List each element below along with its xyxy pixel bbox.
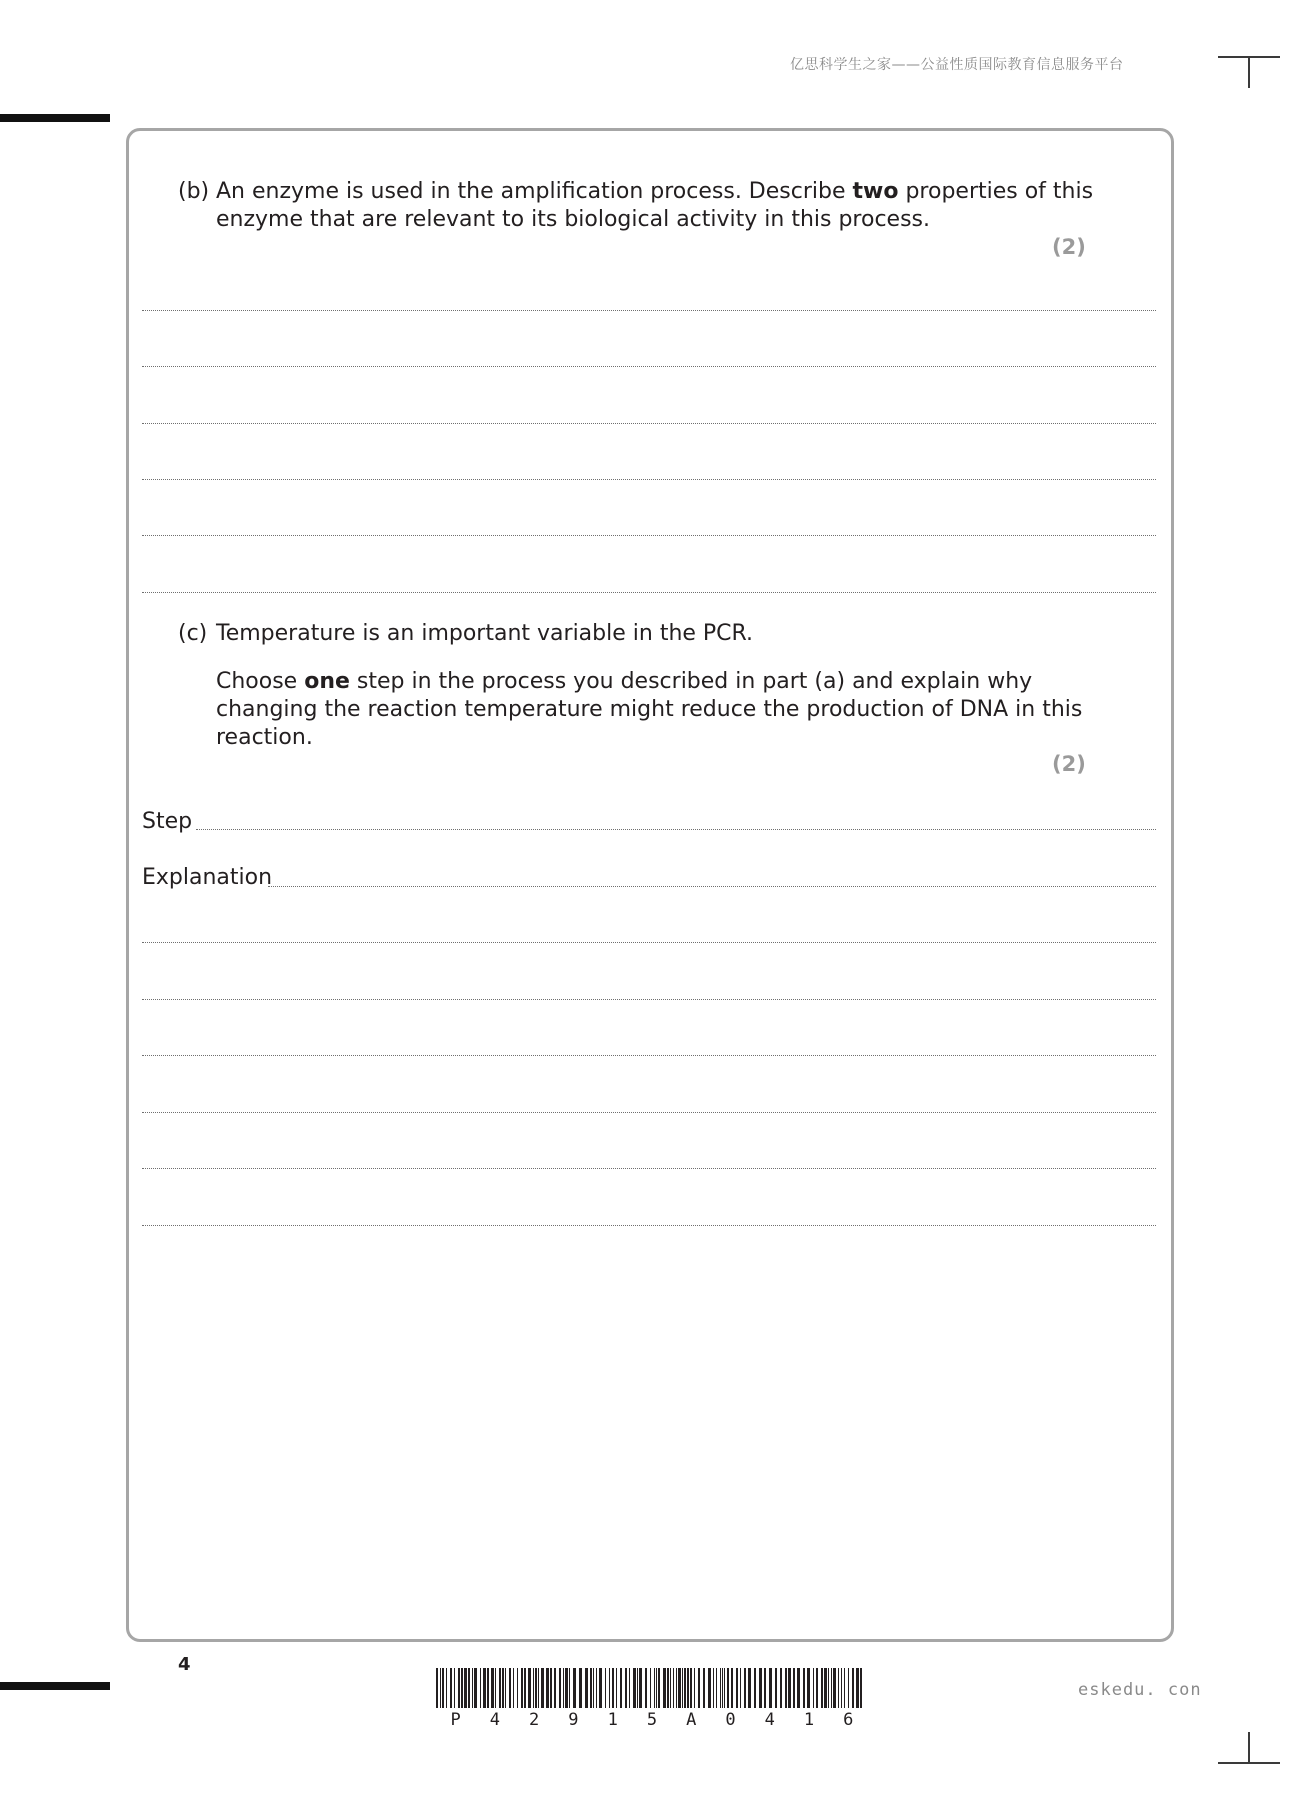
barcode-bar [565,1668,568,1708]
barcode-bar [694,1668,695,1708]
barcode-bar [538,1668,539,1708]
barcode-bar [803,1668,805,1708]
barcode-bar [793,1668,795,1708]
barcode-bar [785,1668,787,1708]
barcode-bar [848,1668,849,1708]
barcode-char: P [450,1710,461,1730]
explanation-answer-line-6[interactable] [142,1168,1156,1169]
barcode-bar [676,1668,677,1708]
barcode-bar [616,1668,617,1708]
barcode-bar [831,1668,832,1708]
barcode-bar [654,1668,655,1708]
barcode-bar [550,1668,552,1708]
part-c-question-line1: Temperature is an important variable in the PCR. [216,621,754,646]
barcode-bar [645,1668,647,1708]
barcode-bar [713,1668,714,1708]
barcode-bar [744,1668,746,1708]
barcode-bar [458,1668,460,1708]
barcode-bar [446,1668,447,1708]
margin-bar-bottom [0,1682,110,1690]
barcode-bar [590,1668,592,1708]
barcode-bar [841,1668,842,1708]
barcode-bar [513,1668,514,1708]
barcode-bar [487,1668,489,1708]
part-c-question-line2 [216,668,1032,696]
barcode-bar [521,1668,523,1708]
part-c-question-line3: changing the reaction temperature might reduce the production of DNA in this [216,697,1083,722]
barcode-bar [727,1668,729,1708]
barcode-bar [856,1668,859,1708]
barcode-bar [502,1668,504,1708]
barcode-bar [468,1668,470,1708]
barcode-bar [724,1668,725,1708]
barcode-bar [797,1668,800,1708]
part-c-marks: (2) [1052,752,1086,776]
barcode-bar [517,1668,518,1708]
barcode-char: 9 [568,1710,579,1730]
barcode-bar [563,1668,564,1708]
crop-mark-top-right-v [1248,56,1250,88]
barcode-bar [670,1668,671,1708]
barcode-bar [573,1668,576,1708]
barcode-char: 5 [646,1710,658,1730]
barcode-bar [736,1668,738,1708]
barcode-bar [684,1668,686,1708]
step-label: Step [142,809,193,834]
barcode-text [436,1710,868,1730]
barcode-bar [625,1668,627,1708]
part-b-question-line1 [216,178,1093,206]
barcode-bar [650,1668,651,1708]
part-c-text-pre: Choose [216,669,305,694]
barcode-bar [524,1668,526,1708]
barcode-bar [579,1668,582,1708]
part-b-answer-line-6[interactable] [142,592,1156,593]
barcode-char: 6 [843,1710,854,1730]
barcode-char: 4 [489,1710,501,1730]
barcode [436,1668,868,1708]
barcode-bar [788,1668,791,1708]
barcode-bar [472,1668,473,1708]
barcode-bar [454,1668,455,1708]
barcode-bar [764,1668,766,1708]
barcode-bar [860,1668,862,1708]
barcode-bar [559,1668,561,1708]
barcode-bar [658,1668,660,1708]
barcode-bar [828,1668,829,1708]
barcode-bar [629,1668,630,1708]
barcode-bar [824,1668,827,1708]
barcode-char: 1 [803,1710,815,1730]
explanation-answer-line-5[interactable] [142,1112,1156,1113]
barcode-bar [769,1668,772,1708]
barcode-bar [609,1668,610,1708]
barcode-char: 1 [607,1710,618,1730]
barcode-bar [731,1668,733,1708]
barcode-bar [667,1668,669,1708]
barcode-bar [748,1668,751,1708]
step-answer-line[interactable] [196,829,1156,830]
barcode-bar [593,1668,594,1708]
barcode-bar [491,1668,494,1708]
footer-site-text: eskedu. con [1078,1680,1202,1700]
barcode-bar [499,1668,501,1708]
barcode-bar [678,1668,681,1708]
barcode-bar [509,1668,511,1708]
part-b-question-line2: enzyme that are relevant to its biological activity in this process. [216,207,931,232]
explanation-label: Explanation [142,865,273,890]
barcode-bar [450,1668,452,1708]
barcode-bar [483,1668,486,1708]
barcode-bar [541,1668,544,1708]
barcode-bar [663,1668,666,1708]
part-b-text-pre: An enzyme is used in the amplification process. Describe [216,179,853,204]
barcode-bar [759,1668,762,1708]
part-b-answer-line-4[interactable] [142,479,1156,480]
part-b-text-post: properties of this [898,179,1094,204]
barcode-bar [852,1668,854,1708]
barcode-bar [436,1668,438,1708]
barcode-bar [656,1668,657,1708]
barcode-bar [754,1668,756,1708]
part-c-text-bold: one [304,669,350,694]
barcode-bar [720,1668,721,1708]
barcode-bar [599,1668,602,1708]
header-site-text: 亿思科学生之家——公益性质国际教育信息服务平台 [790,57,1124,73]
barcode-bar [673,1668,674,1708]
barcode-bar [474,1668,477,1708]
barcode-bar [639,1668,642,1708]
barcode-bar [495,1668,496,1708]
barcode-bar [722,1668,723,1708]
barcode-bar [620,1668,622,1708]
barcode-char: A [686,1710,697,1730]
answer-frame [126,128,1174,1642]
barcode-bar [740,1668,741,1708]
part-c-text-post: step in the process you described in part (a) and explain why [349,669,1033,694]
barcode-bar [807,1668,810,1708]
part-b-answer-line-5[interactable] [142,535,1156,536]
barcode-bar [816,1668,818,1708]
barcode-bar [464,1668,467,1708]
barcode-bar [780,1668,782,1708]
part-c-question-line4: reaction. [216,725,313,750]
barcode-bar [833,1668,836,1708]
explanation-answer-line-7[interactable] [142,1225,1156,1226]
barcode-bar [440,1668,441,1708]
barcode-bar [775,1668,777,1708]
part-b-marks: (2) [1052,235,1086,259]
barcode-bar [708,1668,711,1708]
barcode-bar [533,1668,534,1708]
explanation-answer-line-2[interactable] [142,942,1156,943]
barcode-bar [633,1668,636,1708]
barcode-bar [716,1668,717,1708]
barcode-bar [813,1668,814,1708]
part-b-label: (b) [178,179,210,204]
barcode-bar [687,1668,689,1708]
barcode-bar [546,1668,549,1708]
barcode-bar [838,1668,839,1708]
part-b-text-bold: two [852,179,899,204]
part-b-answer-line-1[interactable] [142,310,1156,311]
barcode-char: 2 [529,1710,540,1730]
part-b-answer-line-2[interactable] [142,366,1156,367]
explanation-answer-line-4[interactable] [142,1055,1156,1056]
barcode-bar [461,1668,463,1708]
explanation-answer-line-1[interactable] [268,886,1156,887]
barcode-bar [821,1668,823,1708]
part-b-answer-line-3[interactable] [142,423,1156,424]
barcode-bar [585,1668,588,1708]
barcode-char: 4 [764,1710,775,1730]
barcode-bar [682,1668,683,1708]
barcode-bar [596,1668,597,1708]
page-number: 4 [178,1654,191,1675]
barcode-bar [637,1668,638,1708]
margin-bar-top [0,114,110,122]
barcode-bar [569,1668,570,1708]
part-c-label: (c) [178,621,208,646]
barcode-bar [480,1668,481,1708]
barcode-bar [554,1668,556,1708]
crop-mark-bottom-right-h [1218,1762,1280,1764]
barcode-bar [442,1668,444,1708]
barcode-bar [612,1668,614,1708]
barcode-bar [844,1668,845,1708]
barcode-bar [605,1668,606,1708]
barcode-bar [690,1668,692,1708]
barcode-bar [528,1668,531,1708]
barcode-bar [535,1668,537,1708]
explanation-answer-line-3[interactable] [142,999,1156,1000]
barcode-bar [698,1668,700,1708]
barcode-bar [505,1668,506,1708]
barcode-bar [703,1668,705,1708]
crop-mark-bottom-right-v [1248,1732,1250,1762]
barcode-char: 0 [725,1710,736,1730]
